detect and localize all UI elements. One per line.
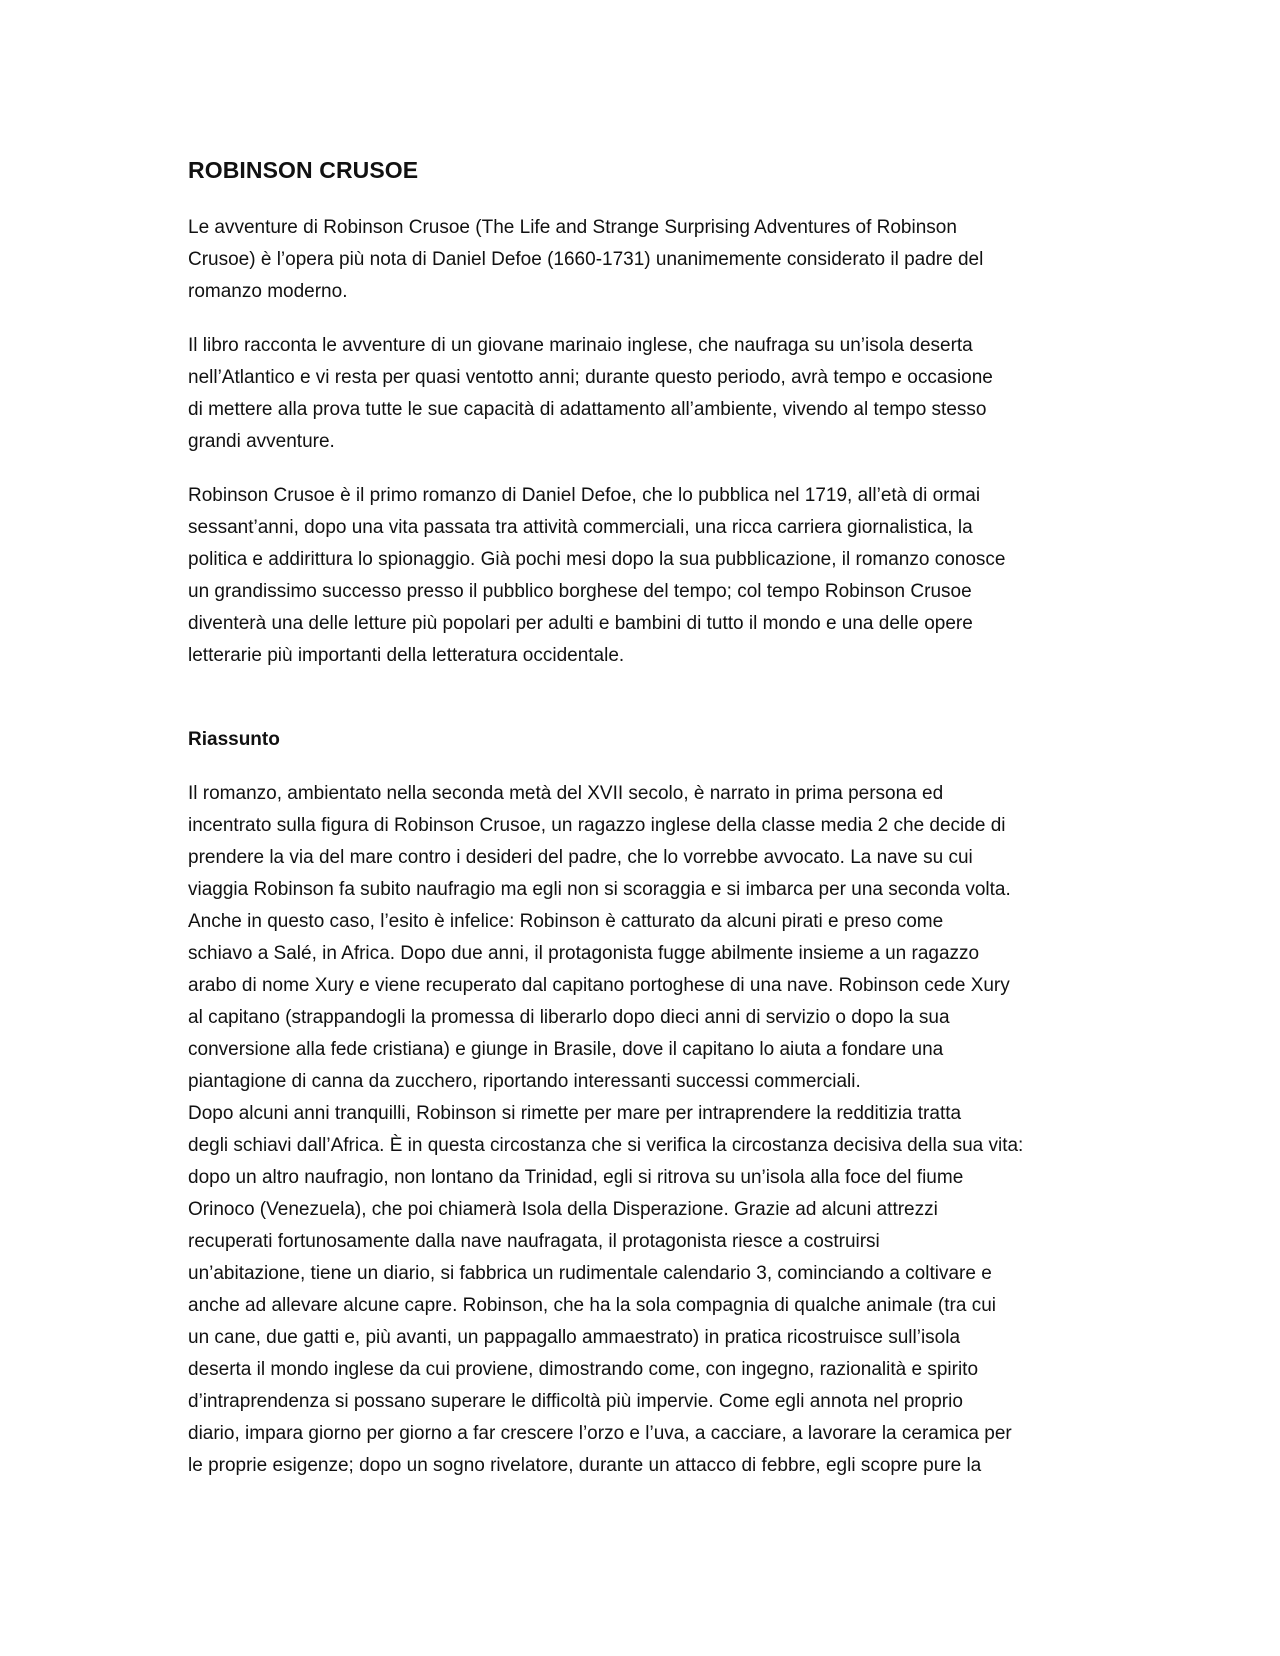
text-line: Orinoco (Venezuela), che poi chiamerà Isola della Disperazione. Grazie ad alcuni attrezzi (188, 1199, 938, 1220)
text-line: piantagione di canna da zucchero, riportando interessanti successi commerciali. (188, 1071, 861, 1092)
text-line: letterarie più importanti della letteratura occidentale. (188, 645, 625, 666)
text-line: incentrato sulla figura di Robinson Crusoe, un ragazzo inglese della classe media 2 che decide di (188, 815, 1006, 836)
text-line: Le avventure di Robinson Crusoe (The Life and Strange Surprising Adventures of Robinson (188, 217, 957, 238)
text-line: di mettere alla prova tutte le sue capacità di adattamento all’ambiente, vivendo al tempo stesso (188, 399, 987, 420)
text-line: al capitano (strappandogli la promessa di liberarlo dopo dieci anni di servizio o dopo la sua (188, 1007, 950, 1028)
text-line: Anche in questo caso, l’esito è infelice: Robinson è catturato da alcuni pirati e preso come (188, 911, 944, 932)
summary-paragraph-2 (188, 1098, 1088, 1482)
text-line: romanzo moderno. (188, 281, 348, 302)
text-line: recuperati fortunosamente dalla nave naufragata, il protagonista riesce a costruirsi (188, 1231, 880, 1252)
text-line: un grandissimo successo presso il pubblico borghese del tempo; col tempo Robinson Crusoe (188, 581, 972, 602)
intro-paragraph-1 (188, 212, 1088, 308)
text-line: Crusoe) è l’opera più nota di Daniel Defoe (1660-1731) unanimemente considerato il padre del (188, 249, 984, 270)
document-page (188, 150, 1088, 1482)
text-line: viaggia Robinson fa subito naufragio ma egli non si scoraggia e si imbarca per una seconda volta. (188, 879, 1011, 900)
section-heading-riassunto: Riassunto (188, 729, 280, 750)
text-line: anche ad allevare alcune capre. Robinson, che ha la sola compagnia di qualche animale (tra cui (188, 1295, 997, 1316)
text-line: Il romanzo, ambientato nella seconda metà del XVII secolo, è narrato in prima persona ed (188, 783, 944, 804)
document-title: ROBINSON CRUSOE (188, 157, 419, 183)
text-line: un cane, due gatti e, più avanti, un pappagallo ammaestrato) in pratica ricostruisce sull’isola (188, 1327, 961, 1348)
text-line: Dopo alcuni anni tranquilli, Robinson si rimette per mare per intraprendere la redditizia tratta (188, 1103, 962, 1124)
text-line: schiavo a Salé, in Africa. Dopo due anni, il protagonista fugge abilmente insieme a un ragazzo (188, 943, 980, 964)
text-line: Robinson Crusoe è il primo romanzo di Daniel Defoe, che lo pubblica nel 1719, all’età di ormai (188, 485, 981, 506)
text-line: d’intraprendenza si possano superare le difficoltà più impervie. Come egli annota nel proprio (188, 1391, 963, 1412)
summary-paragraph-1 (188, 778, 1088, 1098)
text-line: un’abitazione, tiene un diario, si fabbrica un rudimentale calendario 3, cominciando a coltivare e (188, 1263, 992, 1284)
text-line: prendere la via del mare contro i desideri del padre, che lo vorrebbe avvocato. La nave su cui (188, 847, 973, 868)
intro-paragraph-2 (188, 330, 1088, 458)
text-line: arabo di nome Xury e viene recuperato dal capitano portoghese di una nave. Robinson cede Xury (188, 975, 1010, 996)
text-line: diventerà una delle letture più popolari per adulti e bambini di tutto il mondo e una delle opere (188, 613, 973, 634)
text-line: politica e addirittura lo spionaggio. Già pochi mesi dopo la sua pubblicazione, il romanzo conosce (188, 549, 1006, 570)
intro-paragraph-3 (188, 480, 1088, 672)
text-line: Il libro racconta le avventure di un giovane marinaio inglese, che naufraga su un’isola deserta (188, 335, 973, 356)
text-line: le proprie esigenze; dopo un sogno rivelatore, durante un attacco di febbre, egli scopre pure la (188, 1455, 982, 1476)
text-line: deserta il mondo inglese da cui proviene, dimostrando come, con ingegno, razionalità e spirito (188, 1359, 979, 1380)
text-line: conversione alla fede cristiana) e giunge in Brasile, dove il capitano lo aiuta a fondare una (188, 1039, 944, 1060)
text-line: sessant’anni, dopo una vita passata tra attività commerciali, una ricca carriera giornalistica, la (188, 517, 973, 538)
text-line: degli schiavi dall’Africa. È in questa circostanza che si verifica la circostanza decisiva della sua vita: (188, 1135, 1024, 1156)
text-line: dopo un altro naufragio, non lontano da Trinidad, egli si ritrova su un’isola alla foce del fiume (188, 1167, 964, 1188)
text-line: diario, impara giorno per giorno a far crescere l’orzo e l’uva, a cacciare, a lavorare la ceramica per (188, 1423, 1012, 1444)
text-line: grandi avventure. (188, 431, 335, 452)
text-line: nell’Atlantico e vi resta per quasi ventotto anni; durante questo periodo, avrà tempo e occasione (188, 367, 993, 388)
